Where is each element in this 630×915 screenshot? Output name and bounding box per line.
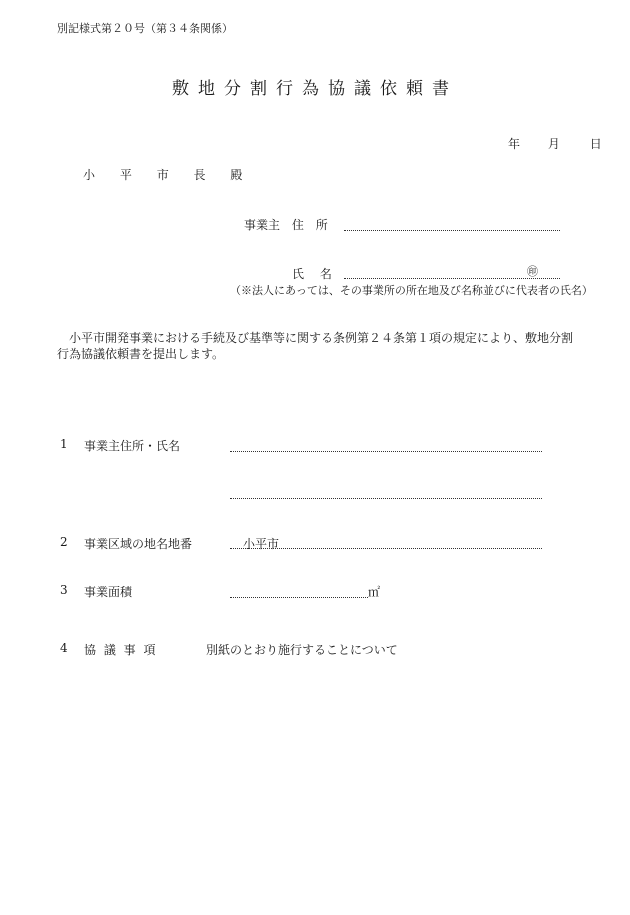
item-2-prefill: 小平市 [243, 537, 280, 551]
applicant-label-part: 名 [319, 267, 332, 281]
item-2-field[interactable] [230, 547, 542, 549]
addressee-char: 殿 [230, 168, 243, 182]
item-1-field-line-1[interactable] [230, 450, 542, 452]
date-day-label: 日 [589, 137, 602, 151]
addressee [83, 166, 242, 183]
page-title: 敷地分割行為協議依頼書 [172, 79, 458, 99]
body-text-line: 小平市開発事業における手続及び基準等に関する条例第２４条第１項の規定により、敷地分割 [69, 331, 574, 345]
applicant-address-label [244, 216, 328, 233]
date-month-label: 月 [547, 137, 560, 151]
body-text-line: 行為協議依頼書を提出します。 [57, 347, 225, 361]
addressee-char: 市 [156, 168, 169, 182]
applicant-label-part: 氏 [292, 267, 305, 281]
item-label: 事業面積 [84, 585, 133, 599]
item-3-unit: ㎡ [368, 585, 381, 599]
applicant-address-field[interactable] [344, 229, 560, 231]
item-label: 事業区域の地名地番 [84, 537, 193, 551]
body-text [57, 330, 573, 362]
item-4-value: 別紙のとおり施行することについて [206, 643, 398, 657]
item-label: 事業主住所・氏名 [84, 439, 181, 453]
item-number: 4 [60, 641, 68, 655]
item-number: 2 [60, 535, 68, 549]
applicant-name-label [292, 265, 332, 282]
date-line [508, 135, 602, 152]
item-1-field-line-2[interactable] [230, 497, 542, 499]
addressee-char: 平 [119, 168, 132, 182]
item-3-field[interactable] [230, 596, 368, 598]
date-year-label: 年 [508, 137, 521, 151]
item-number: 3 [60, 583, 68, 597]
applicant-label-part: 所 [315, 218, 328, 232]
item-number: 1 [60, 437, 68, 451]
seal-mark: ㊞ [527, 265, 538, 278]
applicant-label-part: 住 [291, 218, 304, 232]
corporation-note: （※法人にあっては、その事業所の所在地及び名称並びに代表者の氏名） [230, 284, 593, 297]
item-label: 協 議 事 項 [84, 643, 158, 657]
addressee-char: 小 [83, 168, 96, 182]
form-number: 別記様式第２０号（第３４条関係） [57, 22, 233, 35]
addressee-char: 長 [193, 168, 206, 182]
applicant-label-part: 事業主 [244, 218, 281, 232]
